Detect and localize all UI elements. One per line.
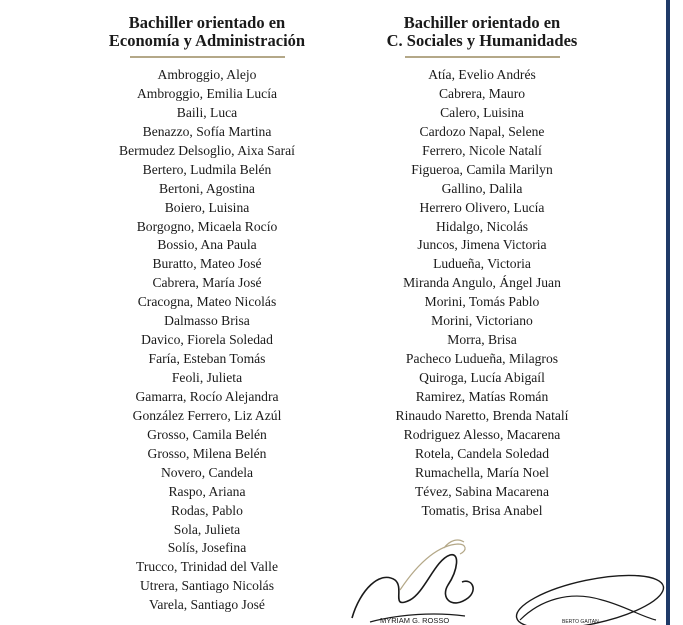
student-name: Borgogno, Micaela Rocío: [136, 218, 278, 234]
student-name: González Ferrero, Liz Azúl: [132, 407, 282, 423]
student-name: Cabrera, Mauro: [438, 85, 526, 101]
signature-right-stamp: BERTO GAITAN: [562, 619, 599, 625]
sociales-name-list: [332, 66, 632, 521]
student-name: Miranda Angulo, Ángel Juan: [403, 275, 561, 291]
student-name: Gallino, Dalila: [441, 180, 523, 196]
signature-right-stroke: [520, 596, 656, 620]
student-name: Quiroga, Lucía Abigaíl: [419, 370, 545, 385]
student-name: Ramirez, Matías Román: [415, 388, 549, 404]
student-name: Grosso, Camila Belén: [147, 426, 267, 442]
student-name: Morini, Victoriano: [431, 313, 533, 329]
student-name: Bertoni, Agostina: [159, 180, 255, 196]
student-name: Cardozo Napal, Selene: [419, 123, 545, 139]
student-name: Davico, Fiorela Soledad: [141, 332, 273, 348]
student-name: Grosso, Milena Belén: [147, 445, 267, 461]
student-name: Sola, Julieta: [173, 521, 241, 537]
student-name: Raspo, Ariana: [168, 483, 246, 499]
student-name: Juncos, Jimena Victoria: [417, 237, 547, 253]
student-name: Cabrera, María José: [152, 275, 262, 291]
student-name: Herrero Olivero, Lucía: [419, 199, 545, 215]
student-name: Novero, Candela: [160, 464, 254, 480]
student-name: Ludueña, Victoria: [433, 256, 531, 272]
student-name: Figueroa, Camila Marilyn: [411, 161, 553, 177]
student-name: Tévez, Sabina Macarena: [415, 483, 549, 499]
sociales-heading-rule: [405, 56, 560, 58]
signature-drawing: [340, 530, 666, 625]
student-name: Rodriguez Alesso, Macarena: [403, 426, 561, 442]
student-name: Hidalgo, Nicolás: [435, 218, 529, 234]
student-name: Rinaudo Naretto, Brenda Natalí: [395, 407, 569, 423]
economia-column: [57, 14, 357, 615]
page-border: [666, 0, 670, 625]
student-name: Bossio, Ana Paula: [157, 237, 257, 253]
signature-left-stamp: MYRIAM G. ROSSO: [380, 616, 450, 625]
student-name: Buratto, Mateo José: [152, 256, 262, 272]
economia-heading-line1: Bachiller orientado en: [128, 13, 286, 32]
student-name: Cracogna, Mateo Nicolás: [137, 294, 277, 310]
economia-heading-rule: [130, 56, 285, 58]
student-name: Rotela, Candela Soledad: [414, 445, 549, 461]
student-name: Varela, Santiago José: [149, 597, 265, 613]
economia-heading-line2: Economía y Administración: [108, 31, 306, 50]
student-name: Ferrero, Nicole Natalí: [422, 142, 542, 158]
sociales-heading-line2: C. Sociales y Humanidades: [386, 31, 578, 50]
student-name: Ambroggio, Emilia Lucía: [136, 85, 278, 101]
student-name: Bermudez Delsoglio, Aixa Saraí: [119, 142, 295, 158]
economia-name-list: [57, 66, 357, 615]
signature-left-stroke: [352, 555, 473, 618]
student-name: Benazzo, Sofía Martina: [142, 123, 272, 139]
student-name: Tomatis, Brisa Anabel: [421, 502, 543, 518]
student-name: Boiero, Luisina: [164, 199, 250, 215]
sociales-heading-line1: Bachiller orientado en: [403, 13, 561, 32]
student-name: Baili, Luca: [176, 104, 238, 120]
student-name: Ambroggio, Alejo: [157, 67, 257, 82]
student-name: Solís, Josefina: [167, 540, 247, 556]
student-name: Feoli, Julieta: [171, 370, 243, 385]
student-name: Gamarra, Rocío Alejandra: [135, 388, 279, 404]
student-name: Bertero, Ludmila Belén: [142, 161, 272, 177]
student-name: Faría, Esteban Tomás: [148, 351, 266, 367]
student-name: Morini, Tomás Pablo: [424, 294, 540, 310]
student-name: Rodas, Pablo: [171, 502, 243, 518]
student-name: Morra, Brisa: [447, 332, 517, 348]
student-name: Rumachella, María Noel: [415, 464, 549, 480]
sociales-column: [332, 14, 632, 521]
student-name: Calero, Luisina: [440, 104, 524, 120]
signature-left-accent: [400, 540, 465, 590]
student-name: Utrera, Santiago Nicolás: [139, 578, 274, 594]
student-name: Trucco, Trinidad del Valle: [136, 559, 278, 575]
student-name: Atía, Evelio Andrés: [428, 67, 536, 82]
student-name: Pacheco Ludueña, Milagros: [405, 351, 559, 367]
student-name: Dalmasso Brisa: [164, 313, 250, 329]
signatures: [340, 530, 666, 625]
